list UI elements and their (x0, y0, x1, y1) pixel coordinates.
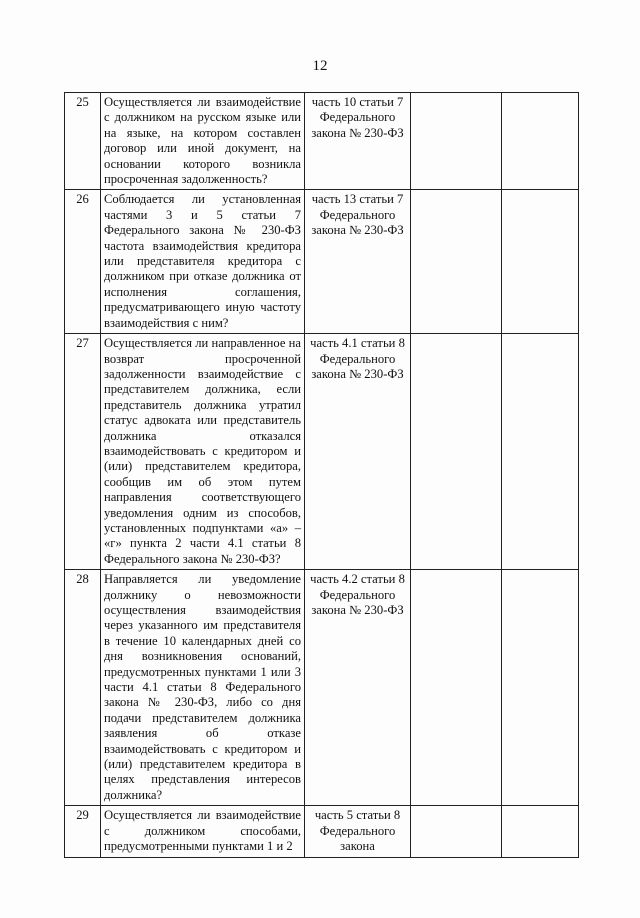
legal-reference: часть 4.1 статьи 8 Федерального закона № 230-ФЗ (305, 334, 411, 570)
requirement-question: Осуществляется ли направленное на возврат просроченной задолженности взаимодействие с представителем должника, если представитель должника утратил статус адвоката или представитель должника отказался взаимодействовать с кредитором и (или) представителем кредитора, сообщив им об этом путем направления соответствующего уведомления одним из способов, установленных подпунктами «а» – «г» пункта 2 части 4.1 статьи 8 Федерального закона № 230-ФЗ? (101, 334, 305, 570)
table-row (65, 93, 579, 190)
table-row (65, 190, 579, 334)
row-number: 28 (65, 570, 101, 806)
legal-reference: часть 5 статьи 8 Федерального закона (305, 806, 411, 857)
requirement-question: Осуществляется ли взаимодействие с должником на русском языке или на языке, на котором составлен договор или иной документ, на основании которого возникла просроченная задолженность? (101, 93, 305, 190)
note-cell (502, 334, 579, 570)
answer-cell (411, 334, 502, 570)
requirement-question: Направляется ли уведомление должнику о невозможности осуществления взаимодействия через указанного им представителя в течение 10 календарных дней со дня возникновения оснований, предусмотренных пунктами 1 или 3 части 4.1 статьи 8 Федерального закона № 230-ФЗ, либо со дня подачи представителем должника заявления об отказе взаимодействовать с кредитором и (или) представителем кредитора в целях представления интересов должника? (101, 570, 305, 806)
row-number: 29 (65, 806, 101, 857)
row-number: 26 (65, 190, 101, 334)
note-cell (502, 190, 579, 334)
answer-cell (411, 190, 502, 334)
legal-reference: часть 13 статьи 7 Федерального закона № 230-ФЗ (305, 190, 411, 334)
legal-reference: часть 4.2 статьи 8 Федерального закона № 230-ФЗ (305, 570, 411, 806)
note-cell (502, 806, 579, 857)
row-number: 25 (65, 93, 101, 190)
requirement-question: Соблюдается ли установленная частями 3 и 5 статьи 7 Федерального закона № 230-ФЗ частота взаимодействия кредитора или представителя кредитора с должником при отказе должника от исполнения соглашения, предусматривающего иную частоту взаимодействия с ним? (101, 190, 305, 334)
table-row (65, 334, 579, 570)
note-cell (502, 93, 579, 190)
answer-cell (411, 806, 502, 857)
requirement-question: Осуществляется ли взаимодействие с должником способами, предусмотренными пунктами 1 и 2 (101, 806, 305, 857)
table-row (65, 570, 579, 806)
note-cell (502, 570, 579, 806)
answer-cell (411, 93, 502, 190)
checklist-table (64, 92, 579, 858)
legal-reference: часть 10 статьи 7 Федерального закона № 230-ФЗ (305, 93, 411, 190)
answer-cell (411, 570, 502, 806)
page-number: 12 (312, 58, 328, 74)
row-number: 27 (65, 334, 101, 570)
table-row (65, 806, 579, 857)
